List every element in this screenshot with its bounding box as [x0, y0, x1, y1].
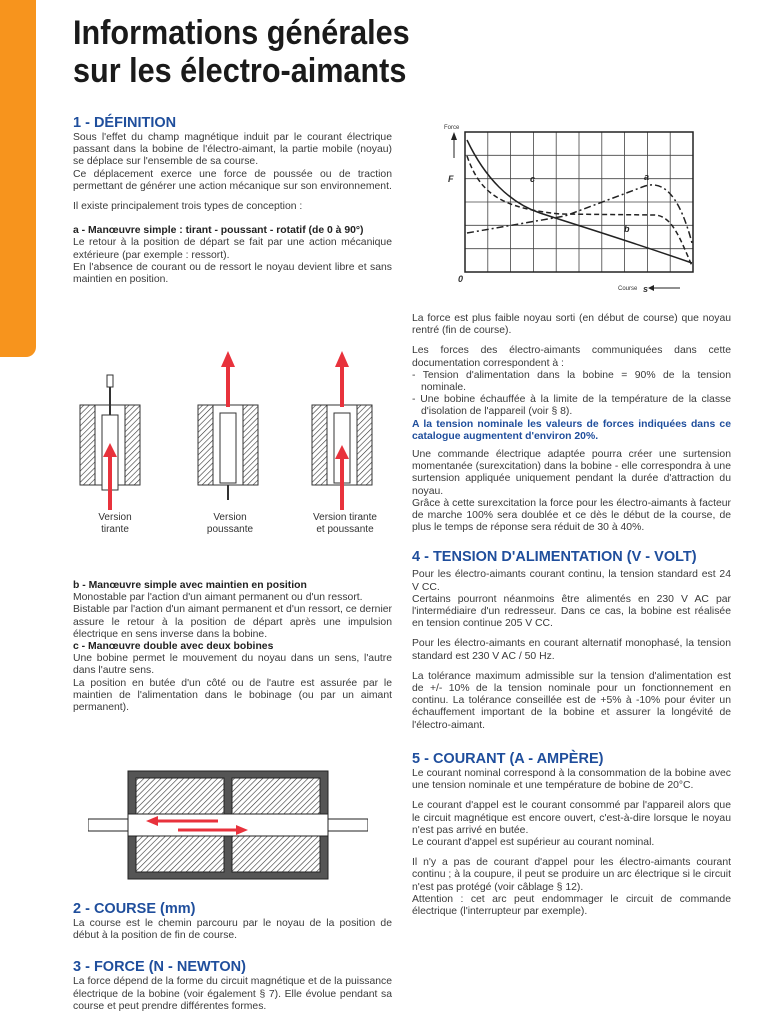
subsection-c-p1: Une bobine permet le mouvement du noyau dans un sens, l'autre dans l'autre sens. [73, 653, 392, 677]
force-bullet-1: - Tension d'alimentation dans la bobine = 90% de la tension nominale. [412, 369, 731, 394]
version-tirante-poussante-drawing [312, 351, 372, 510]
force-paragraph: La force est plus faible noyau sorti (en début de course) que noyau rentré (fin de course). [412, 313, 731, 337]
sec5-paragraph-2: Le courant d'appel est le courant consommé par l'appareil alors que le circuit magnétique est encore ouvert, c'est-à-dire lorsque le noyau n'est pas arrivé en butée. [412, 800, 731, 836]
section-1-heading: 1 - DÉFINITION [73, 115, 177, 131]
curve-label-a: a [644, 172, 650, 182]
version-tirante-poussante-label: Version tirante et poussante [313, 512, 377, 535]
sec4-paragraph-4: La tolérance maximum admissible sur la tension d'alimentation est de +/- 10% de la tension nominale pour un fonctionnement en continu. La tolérance conseillée est de +5% à -10% pour éviter un échauffement important de la bobine et assurer la longévité de l'électro-aimant. [412, 670, 731, 731]
version-poussante-label: Version poussante [206, 512, 254, 535]
section-course-force [73, 900, 392, 1013]
sec4-paragraph-2: Certains pourront néanmoins être alimentés en 230 V AC par l'intermédiaire d'un redresseur. Dans ce cas, la bobine est réalisée en tension continue 205 V CC. [412, 593, 731, 630]
sec5-paragraph-3: Le courant d'appel est supérieur au courant nominal. [412, 836, 655, 848]
curve-label-c: c [530, 174, 536, 184]
origin-label: 0 [458, 274, 464, 284]
section-b-c [73, 580, 392, 714]
surexcitation-paragraph: Grâce à cette surexcitation la force pour les électro-aimants à facteur de marche 100% sera doublée et ce dès le début de la course, de plus le temps de réponse sera réduit de 30 à 40%. [412, 497, 731, 534]
force-bullet-2: - Une bobine échauffée à la limite de la température de la classe d'isolation de l'appareil (voir § 8). [412, 394, 731, 418]
sec5-paragraph-4: Il n'y a pas de courant d'appel pour les électro-aimants courant continu ; à la coupure, il peut se produire un arc électrique si le circuit n'est pas protégé (voir câblage § 12). [412, 857, 731, 893]
subsection-c-p2: La position en butée d'un côté ou de l'autre est assurée par le maintien de l'alimentation dans le bobinage (ou par un aimant permanent). [73, 677, 392, 714]
subsection-c-title: c - Manœuvre double avec deux bobines [73, 641, 274, 653]
section-5-heading: 5 - COURANT (A - AMPÈRE) [412, 750, 604, 767]
section-3-heading: 3 - FORCE (N - NEWTON) [73, 959, 246, 976]
version-tirante-drawing [80, 375, 140, 510]
subsection-b-p1: Monostable par l'action d'un aimant permanent ou d'un ressort. [73, 592, 363, 604]
double-coil-figure [88, 766, 368, 884]
curve-c [467, 140, 692, 263]
sec5-paragraph-5: Attention : cet arc peut endommager le circuit de commande électrique (l'interrupteur par exemple). [412, 893, 731, 917]
right-column [412, 313, 731, 918]
sec1-paragraph-3: Il existe principalement trois types de conception : [73, 201, 303, 213]
curve-b [467, 156, 692, 266]
course-axis-label: Course [618, 286, 638, 292]
blue-note: A la tension nominale les valeurs de forces indiquées dans ce catalogue augmentent d'environ 20%. [412, 418, 731, 442]
subsection-b-p2: Bistable par l'action d'un aimant permanent et d'un ressort, ce dernier assure le retour à la position de départ après une impulsion électrique en sens inverse dans la bobine. [73, 604, 392, 640]
forces-intro: Les forces des électro-aimants communiquées dans cette documentation correspondent à : [412, 345, 731, 369]
version-poussante-drawing [198, 351, 258, 500]
title-line-1: Informations générales [73, 14, 410, 52]
section-definition [73, 114, 392, 286]
sec2-paragraph-1: La course est le chemin parcouru par le noyau de la position de début à la position de fin de course. [73, 918, 392, 942]
subsection-a-p1: Le retour à la position de départ se fait par une action mécanique extérieure (par exemple : ressort). [73, 237, 392, 261]
title-line-2: sur les électro-aimants [73, 52, 407, 90]
orange-side-tab [0, 0, 36, 357]
sec4-paragraph-3: Pour les électro-aimants en courant alternatif monophasé, la tension standard est 230 V AC / 50 Hz. [412, 638, 731, 662]
page-title [73, 14, 410, 90]
force-axis-label: Force [444, 125, 460, 131]
curve-label-b: b [624, 224, 630, 234]
sec4-paragraph-1: Pour les électro-aimants courant continu, la tension standard est 24 V CC. [412, 569, 731, 593]
force-course-graph [440, 118, 720, 298]
section-4-heading: 4 - TENSION D'ALIMENTATION (V - VOLT) [412, 549, 697, 566]
subsection-a-p2: En l'absence de courant ou de ressort le noyau devient libre et sans maintien en position. [73, 261, 392, 286]
subsection-b-title: b - Manœuvre simple avec maintien en position [73, 580, 307, 591]
subsection-a-title: a - Manœuvre simple : tirant - poussant - rotatif (de 0 à 90°) [73, 225, 364, 237]
f-symbol: F [448, 174, 454, 184]
section-2-heading: 2 - COURSE (mm) [73, 901, 196, 917]
s-symbol: s [643, 284, 649, 294]
sec5-paragraph-1: Le courant nominal correspond à la consommation de la bobine avec une tension nominale et une température de bobine de 20°C. [412, 767, 731, 792]
sec1-paragraph-1: Sous l'effet du champ magnétique induit par le courant électrique passant dans la bobine de l'électro-aimant, la partie mobile (noyau) se déplace sur l'ensemble de sa course. [73, 132, 392, 168]
version-tirante-label: Version tirante [98, 512, 132, 535]
sec1-paragraph-2: Ce déplacement exerce une force de poussée ou de traction permettant de générer une action mécanique sur son environnement. [73, 168, 392, 192]
command-paragraph: Une commande électrique adaptée pourra créer une surtension momentanée (surexcitation) dans la bobine - elle correspondra à une surtension appliquée uniquement pendant la durée d'attraction du noyau. [412, 449, 731, 497]
electromagnet-versions-figure [70, 345, 390, 515]
sec3-paragraph-1: La force dépend de la forme du circuit magnétique et de la puissance électrique de la bobine (voir également § 7). Elle évolue pendant sa course et peut prendre différentes formes. [73, 976, 392, 1012]
